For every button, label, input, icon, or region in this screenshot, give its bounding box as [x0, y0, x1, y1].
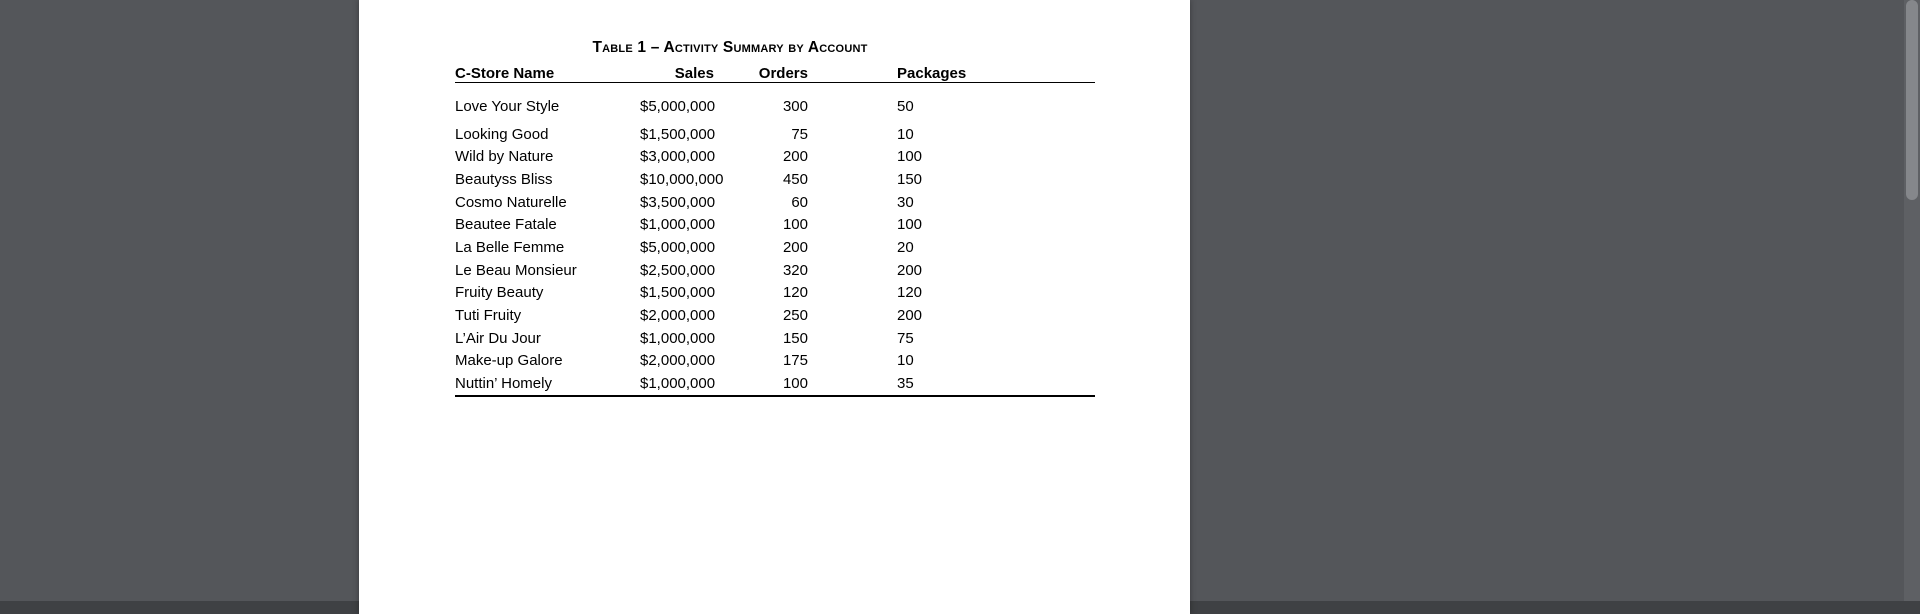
table-cell: 60 — [791, 193, 808, 211]
table-cell: 150 — [782, 329, 808, 347]
table-title: Table 1 – Activity Summary by Account — [592, 39, 868, 56]
table-cell: $3,500,000 — [640, 193, 716, 211]
table-cell: 100 — [782, 216, 808, 234]
table-cell: 10 — [897, 352, 914, 370]
table-cell: 100 — [897, 148, 923, 166]
table-cell: $5,000,000 — [640, 97, 716, 115]
table-cell: 75 — [791, 125, 808, 143]
table-row — [455, 145, 1095, 168]
table-body — [455, 83, 1095, 396]
table-cell: $2,000,000 — [640, 307, 716, 325]
table-cell: $10,000,000 — [640, 170, 724, 188]
table-row — [455, 236, 1095, 259]
table-cell: 150 — [897, 170, 923, 188]
table-cell: Cosmo Naturelle — [455, 193, 567, 211]
table-cell: 120 — [782, 284, 808, 302]
table-row — [455, 327, 1095, 350]
table-cell: 35 — [808, 372, 1095, 396]
table-cell: $1,500,000 — [640, 284, 716, 302]
table-cell: 200 — [897, 307, 923, 325]
column-header-cstore-name: C-Store Name — [455, 56, 640, 83]
table-cell: Love Your Style — [455, 97, 560, 115]
table-cell: Make-up Galore — [455, 352, 563, 370]
table-cell: 200 — [782, 148, 808, 166]
table-row — [455, 372, 1095, 396]
table-cell: $1,500,000 — [640, 125, 716, 143]
column-header-packages: Packages — [808, 56, 1095, 83]
column-header-orders: Orders — [750, 56, 808, 83]
table-cell: $1,000,000 — [640, 216, 716, 234]
table-cell: Beautyss Bliss — [455, 170, 553, 188]
table-cell: 30 — [897, 193, 914, 211]
table-cell: 50 — [897, 97, 914, 115]
table-cell: 100 — [897, 216, 923, 234]
scrollbar[interactable] — [1904, 0, 1920, 614]
table-cell: $2,500,000 — [640, 261, 716, 279]
table-cell: 20 — [897, 238, 914, 256]
activity-summary-table — [455, 56, 1095, 397]
table-cell: 200 — [897, 261, 923, 279]
table-cell: Le Beau Monsieur — [455, 261, 577, 279]
table-cell: L’Air Du Jour — [455, 329, 541, 347]
table-cell: $5,000,000 — [640, 238, 716, 256]
table-cell: Tuti Fruity — [455, 307, 522, 325]
document-page — [359, 0, 1190, 614]
table-cell: $3,000,000 — [640, 148, 716, 166]
table-cell: 100 — [750, 372, 808, 396]
table-cell: La Belle Femme — [455, 238, 565, 256]
table-row — [455, 282, 1095, 305]
table-cell: Beautee Fatale — [455, 216, 557, 234]
table-cell: Wild by Nature — [455, 148, 554, 166]
document-content — [455, 40, 1095, 397]
table-row — [455, 213, 1095, 236]
table-row — [455, 168, 1095, 191]
table-cell: 200 — [782, 238, 808, 256]
table-cell: Fruity Beauty — [455, 284, 544, 302]
table-cell: 250 — [782, 307, 808, 325]
table-row — [455, 83, 1095, 123]
table-cell: 175 — [782, 352, 808, 370]
table-cell: 300 — [782, 97, 808, 115]
table-header-row — [455, 56, 1095, 83]
table-cell: 320 — [782, 261, 808, 279]
table-cell: 120 — [897, 284, 923, 302]
table-cell: $1,000,000 — [640, 372, 750, 396]
table-row — [455, 191, 1095, 214]
table-cell: $2,000,000 — [640, 352, 716, 370]
table-cell: $1,000,000 — [640, 329, 716, 347]
table-cell: Nuttin’ Homely — [455, 372, 640, 396]
column-header-sales: Sales — [640, 56, 750, 83]
table-cell: 10 — [897, 125, 914, 143]
table-cell: 450 — [782, 170, 808, 188]
table-row — [455, 259, 1095, 282]
table-row — [455, 350, 1095, 373]
table-row — [455, 123, 1095, 146]
table-cell: Looking Good — [455, 125, 549, 143]
scrollbar-thumb[interactable] — [1906, 0, 1918, 200]
table-cell: 75 — [897, 329, 914, 347]
table-row — [455, 304, 1095, 327]
